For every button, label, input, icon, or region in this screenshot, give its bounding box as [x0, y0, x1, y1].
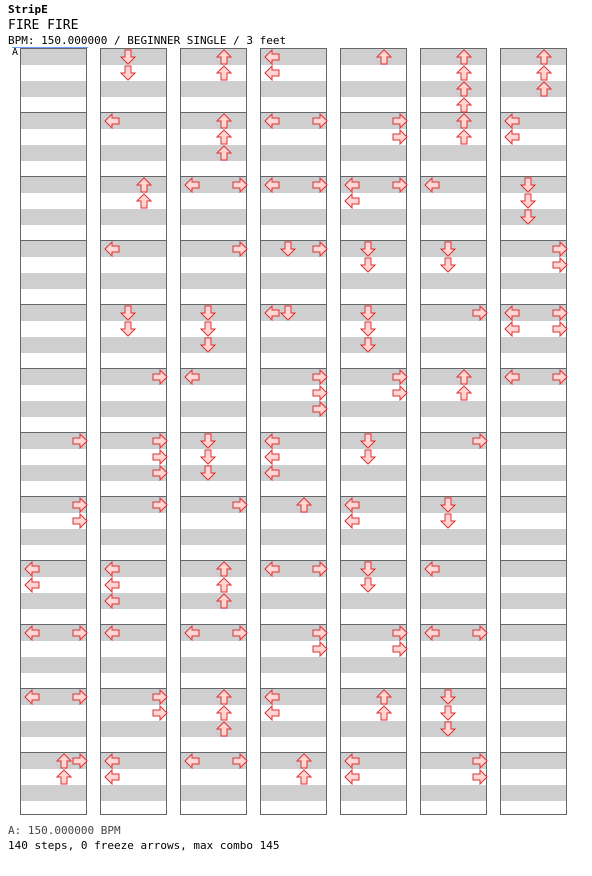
beat-band — [341, 273, 406, 289]
right-arrow-icon — [152, 689, 168, 705]
beat-band — [21, 113, 86, 129]
left-arrow-icon — [264, 49, 280, 65]
beat-band — [501, 753, 566, 769]
down-arrow-icon — [360, 321, 376, 337]
right-arrow-icon — [392, 113, 408, 129]
left-arrow-icon — [504, 321, 520, 337]
left-arrow-icon — [104, 561, 120, 577]
up-arrow-icon — [216, 49, 232, 65]
measure-line — [181, 688, 246, 689]
beat-band — [501, 401, 566, 417]
right-arrow-icon — [232, 625, 248, 641]
up-arrow-icon — [216, 705, 232, 721]
beat-band — [21, 241, 86, 257]
right-arrow-icon — [152, 705, 168, 721]
right-arrow-icon — [392, 385, 408, 401]
up-arrow-icon — [216, 721, 232, 737]
left-arrow-icon — [344, 753, 360, 769]
down-arrow-icon — [200, 465, 216, 481]
beat-band — [341, 785, 406, 801]
beat-band — [261, 497, 326, 513]
beat-band — [501, 625, 566, 641]
up-arrow-icon — [456, 65, 472, 81]
left-arrow-icon — [264, 689, 280, 705]
beat-band — [421, 529, 486, 545]
beat-band — [101, 721, 166, 737]
beat-band — [21, 49, 86, 65]
down-arrow-icon — [520, 177, 536, 193]
up-arrow-icon — [56, 769, 72, 785]
beat-band — [341, 81, 406, 97]
beat-band — [261, 273, 326, 289]
left-arrow-icon — [264, 177, 280, 193]
site-name: StripE — [8, 3, 48, 16]
right-arrow-icon — [72, 497, 88, 513]
right-arrow-icon — [392, 129, 408, 145]
right-arrow-icon — [312, 177, 328, 193]
beat-band — [101, 337, 166, 353]
down-arrow-icon — [360, 337, 376, 353]
beat-band — [261, 529, 326, 545]
beat-band — [181, 113, 246, 129]
bpm-legend: A: 150.000000 BPM — [8, 824, 121, 837]
measure-line — [181, 112, 246, 113]
left-arrow-icon — [344, 769, 360, 785]
down-arrow-icon — [360, 577, 376, 593]
beat-band — [21, 721, 86, 737]
up-arrow-icon — [536, 49, 552, 65]
up-arrow-icon — [456, 129, 472, 145]
down-arrow-icon — [440, 721, 456, 737]
beat-band — [501, 785, 566, 801]
beat-band — [501, 593, 566, 609]
left-arrow-icon — [344, 177, 360, 193]
measure-line — [261, 496, 326, 497]
left-arrow-icon — [264, 705, 280, 721]
left-arrow-icon — [264, 465, 280, 481]
left-arrow-icon — [184, 369, 200, 385]
down-arrow-icon — [120, 65, 136, 81]
beat-band — [101, 529, 166, 545]
down-arrow-icon — [360, 305, 376, 321]
right-arrow-icon — [552, 305, 568, 321]
beat-band — [341, 657, 406, 673]
left-arrow-icon — [264, 65, 280, 81]
down-arrow-icon — [200, 305, 216, 321]
beat-band — [501, 689, 566, 705]
down-arrow-icon — [280, 305, 296, 321]
beat-band — [101, 785, 166, 801]
beat-band — [181, 273, 246, 289]
left-arrow-icon — [264, 113, 280, 129]
down-arrow-icon — [120, 49, 136, 65]
down-arrow-icon — [120, 305, 136, 321]
beat-band — [341, 721, 406, 737]
left-arrow-icon — [104, 113, 120, 129]
right-arrow-icon — [152, 449, 168, 465]
left-arrow-icon — [424, 177, 440, 193]
beat-band — [421, 465, 486, 481]
down-arrow-icon — [200, 449, 216, 465]
beat-band — [341, 529, 406, 545]
beat-band — [21, 785, 86, 801]
right-arrow-icon — [152, 369, 168, 385]
up-arrow-icon — [536, 65, 552, 81]
beat-band — [421, 49, 486, 65]
beat-band — [181, 145, 246, 161]
down-arrow-icon — [280, 241, 296, 257]
up-arrow-icon — [376, 705, 392, 721]
beat-band — [421, 785, 486, 801]
left-arrow-icon — [24, 689, 40, 705]
bpm-marker: A — [12, 47, 88, 59]
left-arrow-icon — [344, 193, 360, 209]
down-arrow-icon — [360, 433, 376, 449]
right-arrow-icon — [312, 385, 328, 401]
measure-line — [181, 560, 246, 561]
up-arrow-icon — [456, 97, 472, 113]
measure-line — [501, 432, 566, 433]
step-stats: 140 steps, 0 freeze arrows, max combo 145 — [8, 839, 280, 852]
up-arrow-icon — [536, 81, 552, 97]
beat-band — [21, 177, 86, 193]
beat-band — [261, 145, 326, 161]
right-arrow-icon — [392, 625, 408, 641]
measure-line — [21, 112, 86, 113]
left-arrow-icon — [24, 561, 40, 577]
measure-line — [21, 240, 86, 241]
beat-band — [181, 561, 246, 577]
down-arrow-icon — [200, 337, 216, 353]
beat-band — [501, 465, 566, 481]
right-arrow-icon — [232, 177, 248, 193]
beat-band — [21, 305, 86, 321]
left-arrow-icon — [264, 561, 280, 577]
right-arrow-icon — [312, 113, 328, 129]
right-arrow-icon — [552, 241, 568, 257]
beat-band — [421, 337, 486, 353]
up-arrow-icon — [296, 497, 312, 513]
right-arrow-icon — [472, 769, 488, 785]
down-arrow-icon — [440, 497, 456, 513]
measure-line — [341, 688, 406, 689]
beat-band — [21, 401, 86, 417]
beat-band — [181, 209, 246, 225]
right-arrow-icon — [72, 433, 88, 449]
up-arrow-icon — [216, 561, 232, 577]
beat-band — [101, 145, 166, 161]
left-arrow-icon — [424, 625, 440, 641]
left-arrow-icon — [504, 113, 520, 129]
down-arrow-icon — [520, 209, 536, 225]
beat-band — [341, 401, 406, 417]
down-arrow-icon — [440, 513, 456, 529]
left-arrow-icon — [504, 129, 520, 145]
right-arrow-icon — [72, 513, 88, 529]
chart-column — [500, 48, 567, 815]
right-arrow-icon — [392, 369, 408, 385]
right-arrow-icon — [312, 561, 328, 577]
up-arrow-icon — [216, 145, 232, 161]
left-arrow-icon — [184, 753, 200, 769]
up-arrow-icon — [456, 113, 472, 129]
up-arrow-icon — [296, 769, 312, 785]
measure-line — [21, 304, 86, 305]
beat-band — [501, 529, 566, 545]
left-arrow-icon — [104, 241, 120, 257]
down-arrow-icon — [360, 241, 376, 257]
beat-band — [421, 273, 486, 289]
beat-band — [181, 785, 246, 801]
beat-band — [21, 657, 86, 673]
right-arrow-icon — [392, 641, 408, 657]
up-arrow-icon — [456, 49, 472, 65]
right-arrow-icon — [392, 177, 408, 193]
left-arrow-icon — [104, 769, 120, 785]
down-arrow-icon — [200, 321, 216, 337]
beat-band — [21, 369, 86, 385]
left-arrow-icon — [264, 449, 280, 465]
right-arrow-icon — [472, 753, 488, 769]
left-arrow-icon — [184, 177, 200, 193]
beat-band — [181, 49, 246, 65]
right-arrow-icon — [152, 433, 168, 449]
right-arrow-icon — [552, 369, 568, 385]
beat-band — [21, 209, 86, 225]
beat-band — [261, 721, 326, 737]
beat-band — [181, 529, 246, 545]
beat-band — [421, 113, 486, 129]
left-arrow-icon — [504, 369, 520, 385]
beat-band — [261, 337, 326, 353]
beat-band — [181, 593, 246, 609]
down-arrow-icon — [440, 241, 456, 257]
left-arrow-icon — [344, 497, 360, 513]
down-arrow-icon — [520, 193, 536, 209]
right-arrow-icon — [472, 625, 488, 641]
left-arrow-icon — [504, 305, 520, 321]
beat-band — [501, 561, 566, 577]
beat-band — [181, 657, 246, 673]
beat-band — [421, 401, 486, 417]
up-arrow-icon — [456, 369, 472, 385]
up-arrow-icon — [216, 593, 232, 609]
left-arrow-icon — [24, 625, 40, 641]
beat-band — [261, 753, 326, 769]
beat-band — [21, 529, 86, 545]
down-arrow-icon — [440, 689, 456, 705]
down-arrow-icon — [120, 321, 136, 337]
chart-column — [20, 48, 87, 815]
beat-band — [341, 209, 406, 225]
right-arrow-icon — [312, 641, 328, 657]
beat-band — [421, 369, 486, 385]
beat-band — [101, 209, 166, 225]
beat-band — [501, 81, 566, 97]
measure-line — [501, 496, 566, 497]
right-arrow-icon — [312, 625, 328, 641]
measure-line — [21, 368, 86, 369]
left-arrow-icon — [344, 513, 360, 529]
beat-band — [21, 465, 86, 481]
right-arrow-icon — [232, 241, 248, 257]
beat-band — [501, 433, 566, 449]
chart-column — [180, 48, 247, 815]
chart-column — [420, 48, 487, 815]
chart-column — [260, 48, 327, 815]
beat-band — [501, 657, 566, 673]
up-arrow-icon — [216, 577, 232, 593]
beat-band — [421, 209, 486, 225]
beat-band — [261, 81, 326, 97]
left-arrow-icon — [104, 593, 120, 609]
beat-band — [261, 657, 326, 673]
beat-band — [501, 721, 566, 737]
beat-band — [261, 593, 326, 609]
right-arrow-icon — [552, 257, 568, 273]
beat-band — [21, 273, 86, 289]
song-title: FIRE FIRE — [8, 18, 79, 33]
up-arrow-icon — [136, 193, 152, 209]
right-arrow-icon — [152, 465, 168, 481]
right-arrow-icon — [552, 321, 568, 337]
right-arrow-icon — [472, 433, 488, 449]
beat-band — [421, 81, 486, 97]
left-arrow-icon — [184, 625, 200, 641]
chart-info: BPM: 150.000000 / BEGINNER SINGLE / 3 feet — [8, 34, 287, 47]
beat-band — [501, 145, 566, 161]
beat-band — [261, 785, 326, 801]
left-arrow-icon — [424, 561, 440, 577]
up-arrow-icon — [376, 49, 392, 65]
beat-band — [101, 401, 166, 417]
beat-band — [21, 593, 86, 609]
up-arrow-icon — [456, 385, 472, 401]
up-arrow-icon — [216, 129, 232, 145]
beat-band — [341, 49, 406, 65]
beat-band — [21, 145, 86, 161]
beat-band — [181, 81, 246, 97]
beat-band — [421, 593, 486, 609]
left-arrow-icon — [104, 625, 120, 641]
right-arrow-icon — [72, 753, 88, 769]
measure-line — [101, 176, 166, 177]
measure-line — [501, 624, 566, 625]
right-arrow-icon — [72, 625, 88, 641]
beat-band — [261, 209, 326, 225]
up-arrow-icon — [296, 753, 312, 769]
measure-line — [501, 752, 566, 753]
beat-band — [101, 81, 166, 97]
beat-band — [341, 593, 406, 609]
up-arrow-icon — [456, 81, 472, 97]
up-arrow-icon — [56, 753, 72, 769]
beat-band — [341, 145, 406, 161]
measure-line — [501, 688, 566, 689]
up-arrow-icon — [216, 65, 232, 81]
up-arrow-icon — [376, 689, 392, 705]
left-arrow-icon — [24, 577, 40, 593]
beat-band — [101, 177, 166, 193]
measure-line — [501, 560, 566, 561]
beat-band — [501, 273, 566, 289]
beat-band — [181, 689, 246, 705]
beat-band — [421, 145, 486, 161]
beat-band — [341, 465, 406, 481]
beat-band — [181, 721, 246, 737]
right-arrow-icon — [312, 401, 328, 417]
beat-band — [501, 337, 566, 353]
chart-column — [340, 48, 407, 815]
measure-line — [21, 176, 86, 177]
left-arrow-icon — [264, 305, 280, 321]
right-arrow-icon — [312, 369, 328, 385]
right-arrow-icon — [72, 689, 88, 705]
down-arrow-icon — [200, 433, 216, 449]
beat-band — [341, 689, 406, 705]
right-arrow-icon — [312, 241, 328, 257]
beat-band — [21, 337, 86, 353]
down-arrow-icon — [360, 449, 376, 465]
right-arrow-icon — [472, 305, 488, 321]
beat-band — [421, 657, 486, 673]
right-arrow-icon — [232, 753, 248, 769]
left-arrow-icon — [104, 577, 120, 593]
up-arrow-icon — [216, 113, 232, 129]
measure-line — [421, 112, 486, 113]
chart-column — [100, 48, 167, 815]
beat-band — [21, 81, 86, 97]
up-arrow-icon — [136, 177, 152, 193]
up-arrow-icon — [216, 689, 232, 705]
down-arrow-icon — [360, 561, 376, 577]
left-arrow-icon — [104, 753, 120, 769]
down-arrow-icon — [440, 257, 456, 273]
beat-band — [501, 49, 566, 65]
beat-band — [501, 497, 566, 513]
down-arrow-icon — [360, 257, 376, 273]
beat-band — [181, 401, 246, 417]
measure-line — [421, 368, 486, 369]
beat-band — [101, 273, 166, 289]
right-arrow-icon — [152, 497, 168, 513]
beat-band — [101, 657, 166, 673]
left-arrow-icon — [264, 433, 280, 449]
measure-line — [261, 752, 326, 753]
down-arrow-icon — [440, 705, 456, 721]
right-arrow-icon — [232, 497, 248, 513]
